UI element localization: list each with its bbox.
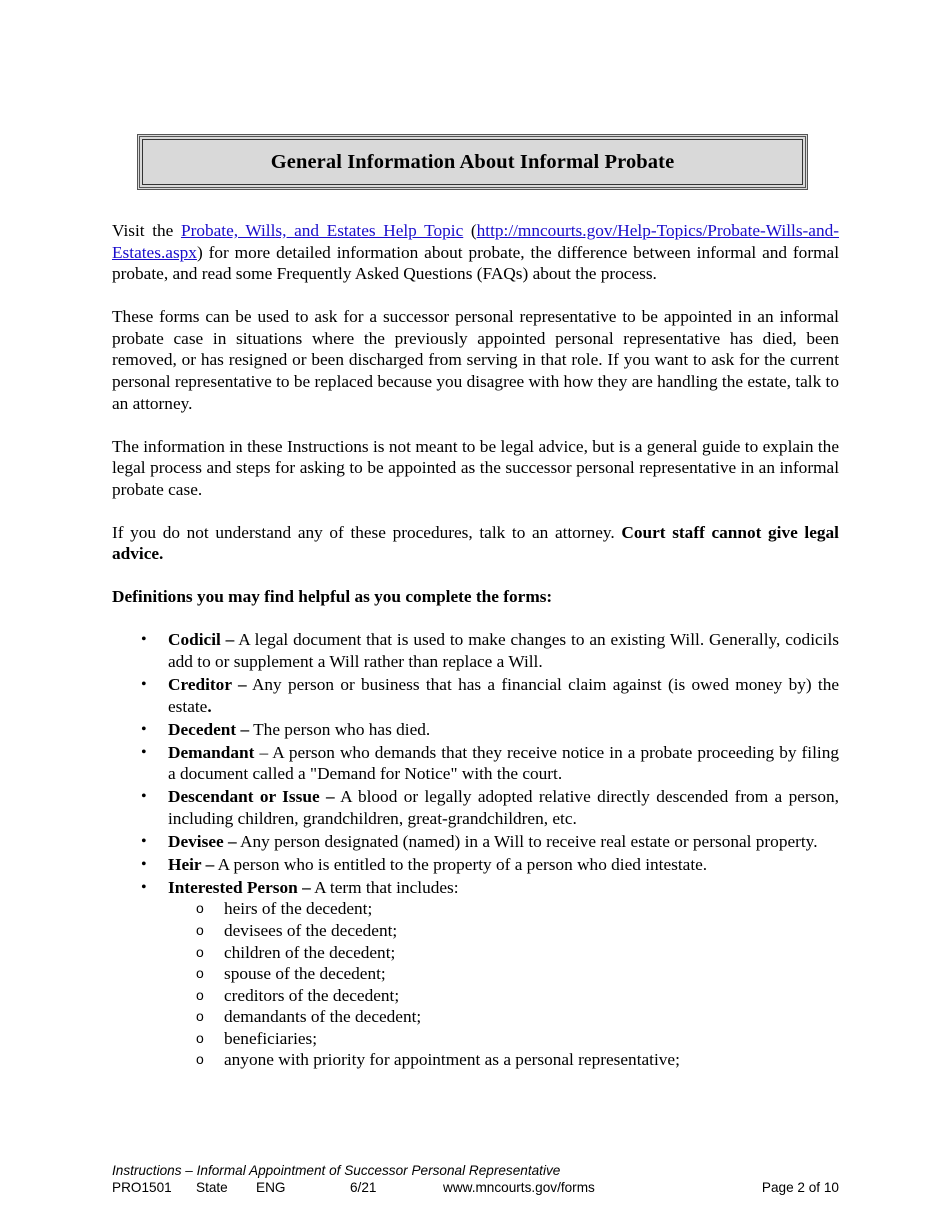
definition-term: Creditor – xyxy=(168,675,247,695)
sublist-item: o creditors of the decedent; xyxy=(196,985,400,1005)
footer-date: 6/21 xyxy=(350,1180,377,1195)
footer-jurisdiction: State xyxy=(196,1180,228,1195)
forms-purpose-paragraph: These forms can be used to ask for a successor personal representative to be appointed in an informal probate case in situations where the previously appointed personal representative has died, been removed, or has resigned or been discharged from serving in that role. If you want to ask for the current personal representative to be replaced because you disagree with how they are handling the estate, talk to an attorney. xyxy=(112,307,839,413)
sublist-item: o beneficiaries; xyxy=(196,1028,318,1048)
definition-term: Heir – xyxy=(168,854,215,874)
definitions-heading: Definitions you may find helpful as you complete the forms: xyxy=(112,587,553,607)
definition-item: • Devisee – Any person designated (named) in a Will to receive real estate or personal property. xyxy=(141,831,818,851)
definition-item: • Descendant or Issue – A blood or legally adopted relative directly descended from a person, including children, grandchildren, great-grandchildren, etc. xyxy=(141,787,839,828)
bullet-icon: • xyxy=(141,743,147,761)
circle-bullet-icon: o xyxy=(196,943,204,960)
court-staff-warning: Court staff cannot give legal advice. xyxy=(112,522,839,564)
bullet-icon: • xyxy=(141,788,147,806)
circle-bullet-icon: o xyxy=(196,1029,204,1046)
sublist-item: o spouse of the decedent; xyxy=(196,964,386,984)
footer-website: www.mncourts.gov/forms xyxy=(443,1180,595,1195)
circle-bullet-icon: o xyxy=(196,1008,204,1025)
page-footer xyxy=(112,1162,839,1197)
footer-meta-row xyxy=(112,1179,839,1197)
definition-item: • Creditor – Any person or business that has a financial claim against (is owed money by) the estate. xyxy=(141,675,840,716)
definition-item: • Decedent – The person who has died. xyxy=(141,719,431,739)
sublist-item: o demandants of the decedent; xyxy=(196,1007,422,1027)
intro-paragraph: Visit the Probate, Wills, and Estates Help Topic (http://mncourts.gov/Help-Topics/Probate-Wills-and-Estates.aspx) for more detailed information about probate, the difference between informal and formal probate, and read some Frequently Asked Questions (FAQs) about the process. xyxy=(112,221,840,284)
circle-bullet-icon: o xyxy=(196,900,204,917)
definition-term: Descendant or Issue – xyxy=(168,787,335,807)
page-title: General Information About Informal Probate xyxy=(270,150,675,173)
sublist-item: o anyone with priority for appointment as a personal representative; xyxy=(196,1050,680,1070)
sublist-item: o devisees of the decedent; xyxy=(196,920,398,940)
bullet-icon: • xyxy=(141,676,147,694)
definition-term: Demandant xyxy=(168,742,255,762)
definition-item: • Codicil – A legal document that is used to make changes to an existing Will. Generally, codicils add to or supplement a Will rather than replace a Will. xyxy=(141,630,839,672)
circle-bullet-icon: o xyxy=(196,986,204,1003)
sublist-item: o heirs of the decedent; xyxy=(196,899,373,919)
help-topic-link[interactable]: Probate, Wills, and Estates Help Topic xyxy=(180,221,464,240)
sublist-item: o children of the decedent; xyxy=(196,942,396,962)
bullet-icon: • xyxy=(141,631,147,649)
definition-item: • Heir – A person who is entitled to the property of a person who died intestate. xyxy=(141,854,708,874)
footer-form-id: PRO1501 xyxy=(112,1180,172,1195)
interested-person-sublist xyxy=(168,898,839,1071)
footer-doc-title: Instructions – Informal Appointment of Successor Personal Representative xyxy=(112,1163,561,1178)
bullet-icon: • xyxy=(141,832,147,850)
definition-term: Devisee – xyxy=(168,831,237,851)
document-body xyxy=(112,220,839,1072)
footer-language: ENG xyxy=(256,1180,286,1195)
footer-page-number: Page 2 of 10 xyxy=(761,1180,839,1195)
court-staff-notice-paragraph: If you do not understand any of these procedures, talk to an attorney. Court staff cannot give legal advice. xyxy=(112,522,839,564)
definition-term: Interested Person – xyxy=(168,877,311,897)
bullet-icon: • xyxy=(141,878,147,896)
legal-advice-disclaimer-paragraph: The information in these Instructions is not meant to be legal advice, but is a general guide to explain the legal process and steps for asking to be appointed as the successor personal representative in an informal probate case. xyxy=(112,436,839,499)
definition-item: • Interested Person – A term that includes: o heirs of the decedent; o devisees of the decedent; o children of the decedent; o spouse of the decedent; o creditors of the decedent; o demandants of the decedent; o beneficiaries; o anyone with priority for appointment as a personal representative; xyxy=(112,877,839,1071)
definitions-list xyxy=(112,629,839,1071)
help-topic-url-link[interactable]: http://mncourts.gov/Help-Topics/Probate-Wills-and-Estates.aspx xyxy=(112,221,840,262)
bullet-icon: • xyxy=(141,720,147,738)
circle-bullet-icon: o xyxy=(196,1051,204,1068)
definition-term: Codicil – xyxy=(168,630,235,650)
title-box xyxy=(137,134,808,190)
definition-item: • Demandant – A person who demands that they receive notice in a probate proceeding by filing a document called a "Demand for Notice" with the court. xyxy=(141,742,839,784)
circle-bullet-icon: o xyxy=(196,965,204,982)
definition-term: Decedent – xyxy=(168,719,250,739)
circle-bullet-icon: o xyxy=(196,921,204,938)
bullet-icon: • xyxy=(141,855,147,873)
